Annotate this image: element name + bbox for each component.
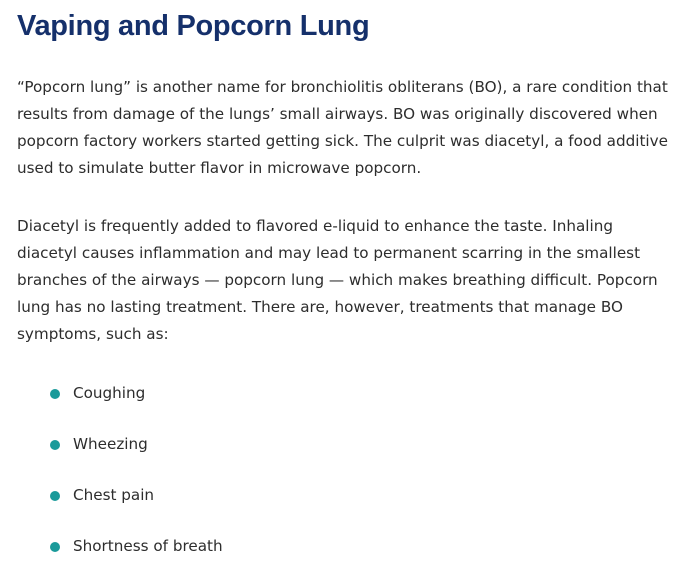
paragraph-diacetyl-in-e-liquid: Diacetyl is frequently added to flavored e-liquid to enhance the taste. Inhaling diacetyl causes inflammation and may lead to permanent scarring in the smallest branches of the airways — popcorn lung — which makes breathing difficult. Popcorn lung has no lasting treatment. There are, however, treatments that manage BO symptoms, such as: bbox=[17, 217, 658, 343]
bullet-icon bbox=[50, 389, 60, 399]
symptom-label: Chest pain bbox=[73, 486, 155, 504]
bullet-icon bbox=[50, 542, 60, 552]
symptom-label: Wheezing bbox=[73, 435, 148, 453]
article bbox=[17, 0, 677, 555]
symptom-label: Coughing bbox=[73, 384, 146, 402]
article-title: Vaping and Popcorn Lung bbox=[17, 10, 370, 42]
symptom-label: Shortness of breath bbox=[73, 537, 223, 555]
bullet-icon bbox=[50, 440, 60, 450]
bullet-icon bbox=[50, 491, 60, 501]
paragraph-popcorn-lung-definition: “Popcorn lung” is another name for bronchiolitis obliterans (BO), a rare condition that results from damage of the lungs’ small airways. BO was originally discovered when popcorn factory workers started getting sick. The culprit was diacetyl, a food additive used to simulate butter flavor in microwave popcorn. bbox=[17, 78, 668, 177]
